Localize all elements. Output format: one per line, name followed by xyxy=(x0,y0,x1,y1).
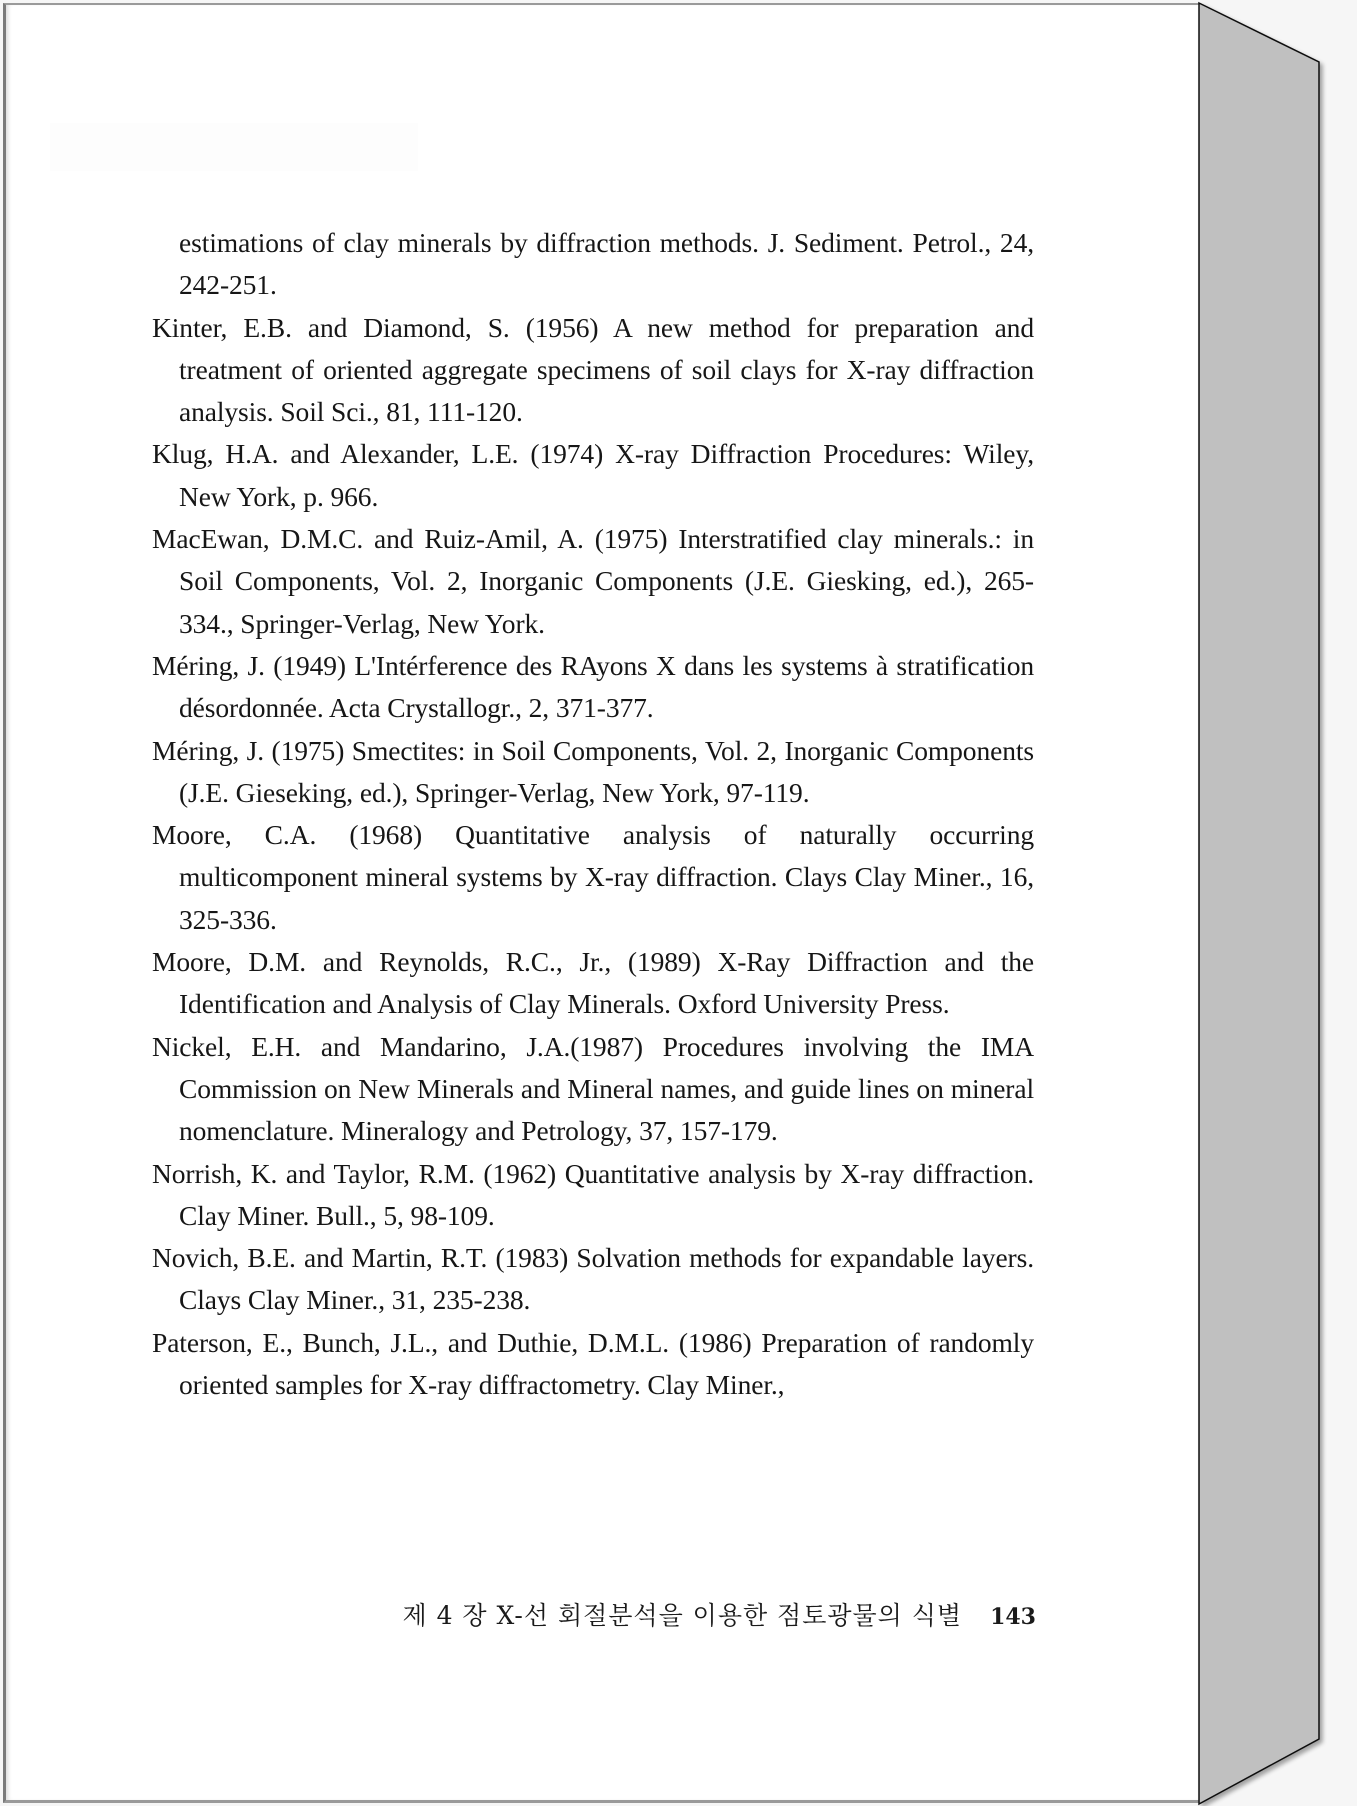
reference-entry: Moore, C.A. (1968) Quantitative analysis of naturally occurring multicomponent mineral systems by X-ray diffraction. Clays Clay Miner., 16, 325-336. xyxy=(152,819,1034,935)
page-number: 143 xyxy=(990,1604,1036,1630)
reference-entry: Méring, J. (1949) L'Intérference des RAyons X dans les systems à stratification désordonnée. Acta Crystallogr., 2, 371-377. xyxy=(152,649,1034,724)
page-footer xyxy=(384,1596,1036,1636)
reference-entry: Nickel, E.H. and Mandarino, J.A.(1987) Procedures involving the IMA Commission on New Minerals and Mineral names, and guide lines on mineral nomenclature. Mineralogy and Petrology, 37, 157-179. xyxy=(152,1030,1034,1147)
reference-entry: Kinter, E.B. and Diamond, S. (1956) A new method for preparation and treatment of oriented aggregate specimens of soil clays for X-ray diffraction analysis. Soil Sci., 81, 111-120. xyxy=(152,311,1034,428)
reference-entry: Moore, D.M. and Reynolds, R.C., Jr., (1989) X-Ray Diffraction and the Identification and Analysis of Clay Minerals. Oxford University Press. xyxy=(152,946,1034,1020)
reference-entry: Norrish, K. and Taylor, R.M. (1962) Quantitative analysis by X-ray diffraction. Clay Miner. Bull., 5, 98-109. xyxy=(152,1157,1034,1231)
book-spine xyxy=(1197,0,1357,1806)
reference-entry: Méring, J. (1975) Smectites: in Soil Components, Vol. 2, Inorganic Components (J.E. Gieseking, ed.), Springer-Verlag, New York, 97-119. xyxy=(152,734,1034,808)
reference-entry: estimations of clay minerals by diffraction methods. J. Sediment. Petrol., 24, 242-251. xyxy=(179,227,1034,301)
reference-entry: Novich, B.E. and Martin, R.T. (1983) Solvation methods for expandable layers. Clays Clay Miner., 31, 235-238. xyxy=(152,1242,1034,1316)
reference-entry: Klug, H.A. and Alexander, L.E. (1974) X-ray Diffraction Procedures: Wiley, New York, p. 966. xyxy=(152,438,1034,512)
reference-entry: MacEwan, D.M.C. and Ruiz-Amil, A. (1975) Interstratified clay minerals.: in Soil Components, Vol. 2, Inorganic Components (J.E. Giesking, ed.), 265-334., Springer-Verlag, New York. xyxy=(152,523,1034,639)
scan-artifact xyxy=(50,123,418,171)
reference-list xyxy=(152,222,1034,1406)
reference-entry: Paterson, E., Bunch, J.L., and Duthie, D.M.L. (1986) Preparation of randomly oriented samples for X-ray diffractometry. Clay Miner., xyxy=(152,1326,1034,1401)
chapter-title: 제 4 장 X-선 회절분석을 이용한 점토광물의 식별 xyxy=(402,1601,963,1630)
